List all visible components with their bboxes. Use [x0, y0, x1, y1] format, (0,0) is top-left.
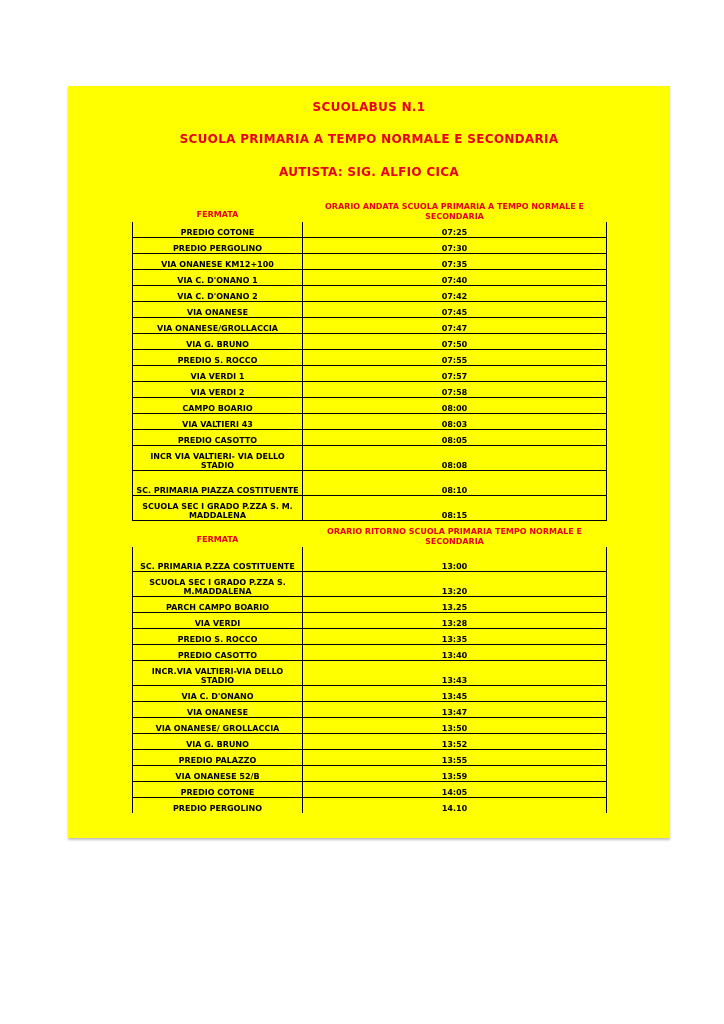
- stop-name: PREDIO PERGOLINO: [133, 798, 303, 814]
- return-stop-header: FERMATA: [196, 535, 239, 544]
- table-row: [133, 302, 607, 318]
- stop-time: 14.10: [303, 798, 607, 814]
- table-row: [133, 718, 607, 734]
- table-row: [133, 254, 607, 270]
- stop-time: 14:05: [303, 782, 607, 798]
- stop-time: 07:35: [303, 254, 607, 270]
- table-row: [133, 750, 607, 766]
- stop-name: VIA ONANESE/ GROLLACCIA: [133, 718, 303, 734]
- stop-name: VIA ONANESE: [133, 702, 303, 718]
- outbound-stop-header: FERMATA: [196, 210, 239, 219]
- stop-time: 08:15: [303, 496, 607, 521]
- stop-name: CAMPO BOARIO: [133, 398, 303, 414]
- table-row: [133, 270, 607, 286]
- stop-name: PREDIO CASOTTO: [133, 430, 303, 446]
- stop-time: 13:50: [303, 718, 607, 734]
- stop-name: PREDIO COTONE: [133, 222, 303, 238]
- table-row: [133, 430, 607, 446]
- stop-time: 07:30: [303, 238, 607, 254]
- stop-time: 13:00: [303, 547, 607, 572]
- stop-time: 13:35: [303, 629, 607, 645]
- stop-name: PREDIO CASOTTO: [133, 645, 303, 661]
- stop-time: 07:25: [303, 222, 607, 238]
- table-row: [133, 645, 607, 661]
- stop-name: SCUOLA SEC I GRADO P.ZZA S. M.MADDALENA: [133, 572, 303, 597]
- timetable-sheet: [68, 86, 670, 838]
- stop-time: 13:59: [303, 766, 607, 782]
- stop-time: 08:05: [303, 430, 607, 446]
- stop-time: 13:43: [303, 661, 607, 686]
- stop-name: VIA ONANESE 52/B: [133, 766, 303, 782]
- table-row: [133, 286, 607, 302]
- bus-title: SCUOLABUS N.1: [312, 100, 426, 114]
- table-row: [133, 613, 607, 629]
- stop-time: 08:10: [303, 471, 607, 496]
- table-row: [133, 702, 607, 718]
- stop-name: SC. PRIMARIA P.ZZA COSTITUENTE: [133, 547, 303, 572]
- driver-name: AUTISTA: SIG. ALFIO CICA: [279, 165, 459, 179]
- stop-time: 07:40: [303, 270, 607, 286]
- outbound-section: [133, 196, 607, 521]
- stop-name: VIA VERDI 1: [133, 366, 303, 382]
- stop-time: 07:50: [303, 334, 607, 350]
- stop-name: VIA VERDI: [133, 613, 303, 629]
- table-row: [133, 350, 607, 366]
- stop-time: 13:28: [303, 613, 607, 629]
- stop-name: VIA ONANESE: [133, 302, 303, 318]
- table-row: [133, 661, 607, 686]
- stop-time: 07:45: [303, 302, 607, 318]
- schedule-table: [132, 196, 607, 813]
- table-row: [133, 798, 607, 814]
- stop-name: VIA C. D'ONANO 1: [133, 270, 303, 286]
- table-row: [133, 471, 607, 496]
- table-row: [133, 318, 607, 334]
- table-row: [133, 398, 607, 414]
- stop-name: SC. PRIMARIA PIAZZA COSTITUENTE: [133, 471, 303, 496]
- stop-time: 08:03: [303, 414, 607, 430]
- table-row: [133, 547, 607, 572]
- stop-name: PREDIO PALAZZO: [133, 750, 303, 766]
- table-row: [133, 238, 607, 254]
- stop-time: 07:42: [303, 286, 607, 302]
- stop-time: 08:08: [303, 446, 607, 471]
- table-row: [133, 629, 607, 645]
- stop-time: 13:55: [303, 750, 607, 766]
- table-row: [133, 572, 607, 597]
- stop-name: SCUOLA SEC I GRADO P.ZZA S. M. MADDALENA: [133, 496, 303, 521]
- stop-name: PREDIO PERGOLINO: [133, 238, 303, 254]
- table-row: [133, 222, 607, 238]
- return-header-row: [133, 521, 607, 548]
- school-subtitle: SCUOLA PRIMARIA A TEMPO NORMALE E SECONDARIA: [179, 132, 559, 146]
- stop-name: VIA G. BRUNO: [133, 334, 303, 350]
- stop-time: 13.25: [303, 597, 607, 613]
- stop-name: VIA G. BRUNO: [133, 734, 303, 750]
- table-row: [133, 382, 607, 398]
- stop-time: 13:52: [303, 734, 607, 750]
- stop-time: 07:47: [303, 318, 607, 334]
- stop-time: 13:40: [303, 645, 607, 661]
- stop-name: PARCH CAMPO BOARIO: [133, 597, 303, 613]
- return-section: [133, 521, 607, 814]
- stop-time: 13:45: [303, 686, 607, 702]
- stop-name: VIA C. D'ONANO: [133, 686, 303, 702]
- stop-time: 07:58: [303, 382, 607, 398]
- outbound-time-header: ORARIO ANDATA SCUOLA PRIMARIA A TEMPO NORMALE E SECONDARIA: [325, 202, 584, 221]
- stop-time: 13:47: [303, 702, 607, 718]
- stop-name: VIA C. D'ONANO 2: [133, 286, 303, 302]
- stop-name: VIA VERDI 2: [133, 382, 303, 398]
- table-row: [133, 782, 607, 798]
- table-row: [133, 496, 607, 521]
- stop-time: 07:57: [303, 366, 607, 382]
- table-row: [133, 686, 607, 702]
- outbound-header-row: [133, 196, 607, 222]
- stop-time: 13:20: [303, 572, 607, 597]
- return-time-header: ORARIO RITORNO SCUOLA PRIMARIA TEMPO NORMALE E SECONDARIA: [327, 527, 582, 546]
- stop-name: PREDIO COTONE: [133, 782, 303, 798]
- table-row: [133, 766, 607, 782]
- table-row: [133, 414, 607, 430]
- stop-name: INCR.VIA VALTIERI-VIA DELLO STADIO: [133, 661, 303, 686]
- table-row: [133, 597, 607, 613]
- stop-name: VIA ONANESE/GROLLACCIA: [133, 318, 303, 334]
- table-row: [133, 446, 607, 471]
- stop-name: VIA ONANESE KM12+100: [133, 254, 303, 270]
- table-row: [133, 734, 607, 750]
- table-row: [133, 334, 607, 350]
- stop-time: 08:00: [303, 398, 607, 414]
- stop-name: PREDIO S. ROCCO: [133, 350, 303, 366]
- stop-name: INCR VIA VALTIERI- VIA DELLO STADIO: [133, 446, 303, 471]
- stop-name: PREDIO S. ROCCO: [133, 629, 303, 645]
- table-row: [133, 366, 607, 382]
- stop-time: 07:55: [303, 350, 607, 366]
- stop-name: VIA VALTIERI 43: [133, 414, 303, 430]
